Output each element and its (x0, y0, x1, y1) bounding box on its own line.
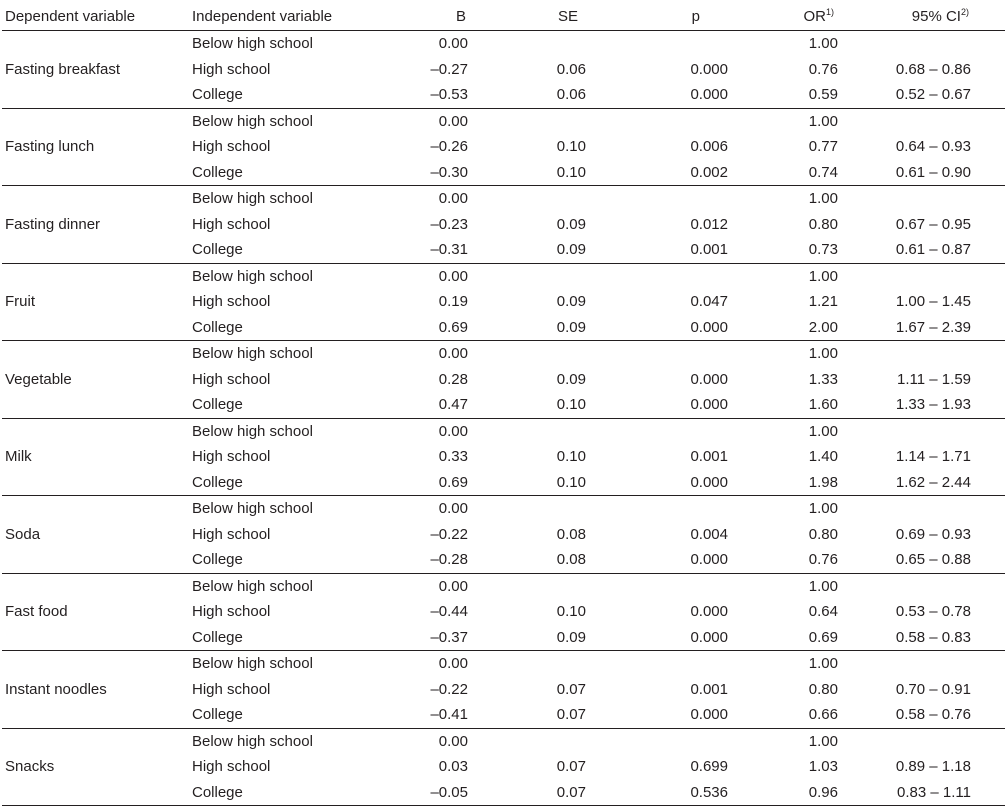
se-value (468, 263, 586, 289)
se-value: 0.09 (556, 293, 586, 311)
independent-variable: Below high school (192, 500, 313, 518)
independent-variable: High school (192, 370, 271, 388)
p-value (586, 496, 728, 522)
independent-variable: College (189, 702, 392, 728)
or-value: 1.60 (728, 392, 838, 418)
table-row (2, 263, 1005, 289)
se-value (468, 31, 586, 57)
p-value: 0.012 (690, 215, 728, 233)
header-ci-label: 95% CI (911, 8, 961, 25)
independent-variable: High school (192, 758, 271, 776)
b-value: –0.44 (430, 603, 468, 621)
table-row (2, 573, 1005, 599)
se-value: 0.10 (556, 448, 586, 466)
dependent-variable-label: Soda (5, 525, 41, 543)
ci-value: 0.65 – 0.88 (838, 547, 971, 573)
p-value: 0.000 (586, 547, 728, 573)
b-value: –0.23 (430, 215, 468, 233)
row-spacer (971, 702, 1005, 728)
header-p: p (586, 3, 728, 31)
independent-variable: Below high school (192, 655, 313, 673)
header-b: B (392, 3, 468, 31)
row-spacer (971, 780, 1005, 806)
se-value (468, 186, 586, 212)
b-value: 0.03 (438, 758, 468, 776)
b-value: 0.00 (438, 190, 468, 208)
ci-value: 1.00 – 1.45 (895, 293, 971, 311)
table-row (2, 496, 1005, 522)
row-spacer (971, 212, 1005, 238)
or-value: 2.00 (728, 315, 838, 341)
b-value: 0.69 (392, 470, 468, 496)
se-value: 0.09 (556, 370, 586, 388)
row-spacer (971, 392, 1005, 418)
or-value: 0.76 (728, 547, 838, 573)
p-value: 0.000 (690, 60, 728, 78)
or-value: 1.40 (808, 448, 838, 466)
ci-value: 1.14 – 1.71 (895, 448, 971, 466)
table-row (2, 651, 1005, 677)
ci-value: 1.11 – 1.59 (897, 370, 971, 388)
header-ci (838, 3, 971, 31)
dependent-variable-cell (2, 573, 189, 599)
dependent-variable-cell (2, 237, 189, 263)
table-row (2, 237, 1005, 263)
or-value: 0.96 (728, 780, 838, 806)
p-value: 0.000 (586, 82, 728, 108)
se-value: 0.08 (468, 547, 586, 573)
independent-variable: High school (192, 680, 271, 698)
ci-value: 0.67 – 0.95 (895, 215, 971, 233)
table-row (2, 677, 1005, 703)
row-spacer (971, 367, 1005, 393)
or-value: 0.74 (728, 160, 838, 186)
table-row (2, 31, 1005, 57)
p-value (586, 418, 728, 444)
se-value: 0.10 (556, 603, 586, 621)
row-spacer (971, 496, 1005, 522)
se-value: 0.07 (468, 780, 586, 806)
ci-value: 1.62 – 2.44 (838, 470, 971, 496)
p-value: 0.000 (690, 603, 728, 621)
b-value: 0.28 (438, 370, 468, 388)
se-value: 0.09 (468, 315, 586, 341)
se-value: 0.07 (468, 702, 586, 728)
b-value: 0.00 (438, 732, 468, 750)
independent-variable: College (189, 160, 392, 186)
ci-value (838, 573, 971, 599)
p-value: 0.047 (690, 293, 728, 311)
row-spacer (971, 57, 1005, 83)
row-spacer (971, 599, 1005, 625)
dependent-variable-cell (2, 651, 189, 677)
table-row (2, 418, 1005, 444)
se-value: 0.06 (556, 60, 586, 78)
se-value: 0.10 (468, 160, 586, 186)
b-value: –0.22 (430, 680, 468, 698)
row-spacer (971, 728, 1005, 754)
header-or-label: OR (803, 8, 826, 25)
independent-variable: High school (192, 525, 271, 543)
p-value: 0.000 (586, 392, 728, 418)
dependent-variable-cell (2, 263, 189, 289)
table-row (2, 728, 1005, 754)
row-spacer (971, 237, 1005, 263)
b-value: –0.30 (392, 160, 468, 186)
ci-value: 0.70 – 0.91 (895, 680, 971, 698)
b-value: –0.41 (392, 702, 468, 728)
dependent-variable-cell (2, 496, 189, 522)
table-row (2, 315, 1005, 341)
table-header (2, 3, 1005, 31)
table-row (2, 134, 1005, 160)
independent-variable: High school (192, 293, 271, 311)
dependent-variable-cell (2, 547, 189, 573)
independent-variable: Below high school (192, 345, 313, 363)
header-or (728, 3, 838, 31)
dependent-variable-cell (2, 418, 189, 444)
independent-variable: College (189, 547, 392, 573)
dependent-variable-cell (2, 160, 189, 186)
row-spacer (971, 754, 1005, 780)
or-value: 1.00 (808, 112, 838, 130)
dependent-variable-cell (2, 780, 189, 806)
dependent-variable-label: Instant noodles (5, 680, 107, 698)
ci-value: 0.61 – 0.87 (838, 237, 971, 263)
or-value: 1.98 (728, 470, 838, 496)
row-spacer (971, 31, 1005, 57)
table-row (2, 522, 1005, 548)
or-value: 0.80 (808, 680, 838, 698)
independent-variable: Below high school (192, 577, 313, 595)
ci-value (838, 263, 971, 289)
b-value: 0.00 (438, 345, 468, 363)
dependent-variable-label: Vegetable (5, 370, 72, 388)
p-value (586, 108, 728, 134)
dependent-variable-cell (2, 82, 189, 108)
or-value: 0.76 (808, 60, 838, 78)
p-value: 0.000 (586, 625, 728, 651)
b-value: –0.28 (392, 547, 468, 573)
independent-variable: High school (192, 215, 271, 233)
b-value: 0.19 (438, 293, 468, 311)
se-value: 0.10 (468, 470, 586, 496)
or-value: 1.00 (808, 267, 838, 285)
table-row (2, 82, 1005, 108)
row-spacer (971, 263, 1005, 289)
se-value: 0.10 (556, 138, 586, 156)
or-value: 0.80 (808, 525, 838, 543)
ci-value (838, 186, 971, 212)
row-spacer (971, 418, 1005, 444)
row-spacer (971, 651, 1005, 677)
ci-value: 0.68 – 0.86 (895, 60, 971, 78)
ci-value (838, 418, 971, 444)
p-value: 0.001 (586, 237, 728, 263)
p-value: 0.004 (690, 525, 728, 543)
se-value (468, 651, 586, 677)
b-value: –0.22 (430, 525, 468, 543)
or-value: 0.73 (728, 237, 838, 263)
se-value: 0.10 (468, 392, 586, 418)
or-value: 1.00 (808, 500, 838, 518)
independent-variable: High school (192, 448, 271, 466)
independent-variable: Below high school (192, 112, 313, 130)
se-value: 0.06 (468, 82, 586, 108)
table-row (2, 547, 1005, 573)
p-value: 0.000 (690, 370, 728, 388)
table-row (2, 392, 1005, 418)
p-value: 0.000 (586, 315, 728, 341)
or-value: 1.00 (808, 422, 838, 440)
independent-variable: High school (192, 138, 271, 156)
se-value: 0.07 (556, 758, 586, 776)
dependent-variable-cell (2, 625, 189, 651)
ci-value (838, 496, 971, 522)
independent-variable: High school (192, 603, 271, 621)
or-value: 0.69 (728, 625, 838, 651)
independent-variable: College (189, 237, 392, 263)
header-ci-footnote: 2) (960, 7, 969, 17)
header-row (2, 3, 1005, 31)
table-row (2, 702, 1005, 728)
row-spacer (971, 444, 1005, 470)
dependent-variable-cell (2, 31, 189, 57)
dependent-variable-cell (2, 315, 189, 341)
row-spacer (971, 186, 1005, 212)
regression-table (2, 3, 1005, 806)
table-row (2, 444, 1005, 470)
b-value: –0.27 (430, 60, 468, 78)
dependent-variable-label: Fasting breakfast (5, 60, 121, 78)
ci-value: 0.61 – 0.90 (838, 160, 971, 186)
ci-value: 1.33 – 1.93 (838, 392, 971, 418)
row-spacer (971, 470, 1005, 496)
header-spacer (971, 3, 1005, 31)
p-value: 0.000 (586, 702, 728, 728)
table-body (2, 31, 1005, 806)
b-value: 0.33 (438, 448, 468, 466)
se-value: 0.09 (556, 215, 586, 233)
ci-value (838, 31, 971, 57)
se-value (468, 418, 586, 444)
p-value: 0.001 (690, 680, 728, 698)
p-value: 0.002 (586, 160, 728, 186)
row-spacer (971, 573, 1005, 599)
ci-value (838, 341, 971, 367)
or-value: 0.64 (808, 603, 838, 621)
or-value: 1.00 (808, 577, 838, 595)
dependent-variable-label: Snacks (5, 758, 55, 776)
independent-variable: College (189, 315, 392, 341)
or-value: 1.00 (808, 35, 838, 53)
dependent-variable-label: Fasting lunch (5, 138, 95, 156)
or-value: 0.59 (728, 82, 838, 108)
row-spacer (971, 82, 1005, 108)
p-value: 0.006 (690, 138, 728, 156)
p-value (586, 186, 728, 212)
dependent-variable-label: Fast food (5, 603, 68, 621)
b-value: 0.47 (392, 392, 468, 418)
b-value: 0.00 (438, 500, 468, 518)
ci-value: 0.53 – 0.78 (895, 603, 971, 621)
b-value: 0.00 (438, 112, 468, 130)
table-row (2, 367, 1005, 393)
table-row (2, 108, 1005, 134)
ci-value: 0.64 – 0.93 (895, 138, 971, 156)
dependent-variable-label: Fruit (5, 293, 35, 311)
dependent-variable-cell (2, 728, 189, 754)
row-spacer (971, 134, 1005, 160)
se-value (468, 573, 586, 599)
row-spacer (971, 547, 1005, 573)
ci-value: 0.83 – 1.11 (838, 780, 971, 806)
row-spacer (971, 289, 1005, 315)
or-value: 1.00 (808, 655, 838, 673)
table-row (2, 599, 1005, 625)
b-value: 0.00 (438, 422, 468, 440)
b-value: –0.26 (430, 138, 468, 156)
table-row (2, 625, 1005, 651)
p-value: 0.699 (690, 758, 728, 776)
or-value: 1.00 (808, 190, 838, 208)
table-row (2, 160, 1005, 186)
table-row (2, 754, 1005, 780)
se-value (468, 341, 586, 367)
independent-variable: Below high school (192, 35, 313, 53)
or-value: 0.66 (728, 702, 838, 728)
ci-value (838, 651, 971, 677)
dependent-variable-label: Fasting dinner (5, 215, 101, 233)
ci-value: 0.58 – 0.76 (838, 702, 971, 728)
row-spacer (971, 677, 1005, 703)
row-spacer (971, 341, 1005, 367)
se-value: 0.09 (468, 625, 586, 651)
or-value: 0.77 (808, 138, 838, 156)
ci-value: 0.58 – 0.83 (838, 625, 971, 651)
independent-variable: College (189, 470, 392, 496)
table-row (2, 57, 1005, 83)
ci-value (838, 108, 971, 134)
se-value: 0.07 (556, 680, 586, 698)
p-value (586, 341, 728, 367)
p-value (586, 31, 728, 57)
independent-variable: College (189, 392, 392, 418)
b-value: 0.00 (438, 35, 468, 53)
independent-variable: High school (192, 60, 271, 78)
row-spacer (971, 160, 1005, 186)
or-value: 1.00 (808, 345, 838, 363)
dependent-variable-cell (2, 341, 189, 367)
or-value: 1.33 (808, 370, 838, 388)
table-row (2, 186, 1005, 212)
b-value: 0.00 (438, 267, 468, 285)
p-value (586, 728, 728, 754)
header-or-footnote: 1) (825, 7, 834, 17)
independent-variable: College (189, 82, 392, 108)
se-value: 0.08 (556, 525, 586, 543)
p-value (586, 651, 728, 677)
p-value: 0.000 (586, 470, 728, 496)
p-value: 0.001 (690, 448, 728, 466)
b-value: 0.00 (438, 655, 468, 673)
independent-variable: Below high school (192, 190, 313, 208)
ci-value (838, 728, 971, 754)
se-value: 0.09 (468, 237, 586, 263)
or-value: 1.00 (808, 732, 838, 750)
p-value (586, 263, 728, 289)
se-value (468, 108, 586, 134)
independent-variable: Below high school (192, 732, 313, 750)
independent-variable: College (189, 780, 392, 806)
table-row (2, 780, 1005, 806)
independent-variable: Below high school (192, 267, 313, 285)
header-independent-variable: Independent variable (189, 3, 392, 31)
b-value: –0.37 (392, 625, 468, 651)
table-row (2, 212, 1005, 238)
dependent-variable-cell (2, 186, 189, 212)
or-value: 0.80 (808, 215, 838, 233)
p-value: 0.536 (586, 780, 728, 806)
or-value: 1.21 (808, 293, 838, 311)
ci-value: 1.67 – 2.39 (838, 315, 971, 341)
independent-variable: College (189, 625, 392, 651)
table-row (2, 341, 1005, 367)
b-value: –0.05 (392, 780, 468, 806)
header-se: SE (468, 3, 586, 31)
dependent-variable-cell (2, 702, 189, 728)
or-value: 1.03 (808, 758, 838, 776)
p-value (586, 573, 728, 599)
row-spacer (971, 108, 1005, 134)
dependent-variable-cell (2, 108, 189, 134)
dependent-variable-cell (2, 470, 189, 496)
dependent-variable-label: Milk (5, 448, 32, 466)
ci-value: 0.69 – 0.93 (895, 525, 971, 543)
se-value (468, 728, 586, 754)
b-value: 0.00 (438, 577, 468, 595)
se-value (468, 496, 586, 522)
table-row (2, 470, 1005, 496)
independent-variable: Below high school (192, 422, 313, 440)
dependent-variable-cell (2, 392, 189, 418)
row-spacer (971, 315, 1005, 341)
row-spacer (971, 625, 1005, 651)
ci-value: 0.89 – 1.18 (895, 758, 971, 776)
b-value: –0.53 (392, 82, 468, 108)
table-row (2, 289, 1005, 315)
b-value: –0.31 (392, 237, 468, 263)
row-spacer (971, 522, 1005, 548)
b-value: 0.69 (392, 315, 468, 341)
ci-value: 0.52 – 0.67 (838, 82, 971, 108)
header-dependent-variable: Dependent variable (2, 3, 189, 31)
